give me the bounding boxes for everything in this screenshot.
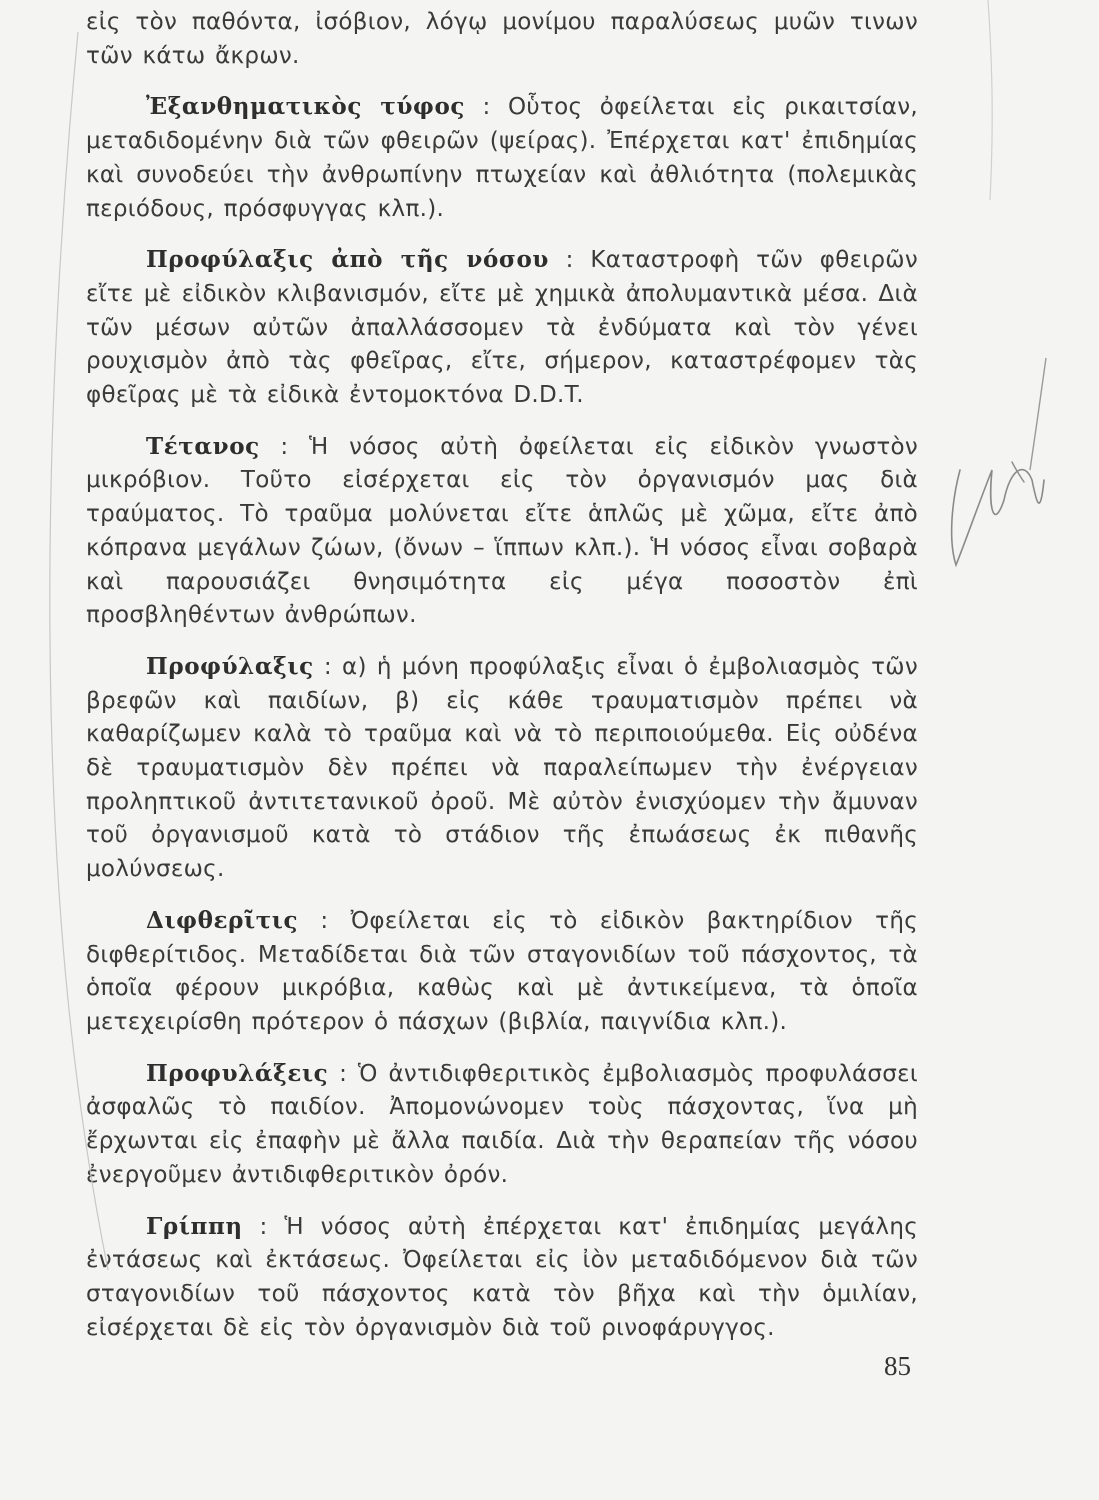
heading-separator: : — [548, 247, 591, 274]
paragraph-tetanus — [86, 430, 918, 633]
paragraph-text: Ἡ νόσος αὐτὴ ἐπέρχεται κατ' ἐπιδημίας μεγάλης ἐντάσεως καὶ ἐκτάσεως. Ὀφείλεται εἰς ἰὸν μεταδιδόμενον διὰ τῶν σταγονιδίων τοῦ πάσχοντος κατὰ τὸν βῆχα καὶ τὴν ὁμιλίαν, εἰσέρχεται δὲ εἰς τὸν ὀργανισμὸν διὰ τοῦ ρινοφάρυγγος. — [86, 1213, 918, 1341]
paragraph-text: Καταστροφὴ τῶν φθειρῶν εἴτε μὲ εἰδικὸν κλιβανισμόν, εἴτε μὲ χημικὰ ἀπολυμαντικὰ μέσα. Διὰ τῶν μέσων αὐτῶν ἀπαλλάσσομεν τὰ ἐνδύματα καὶ τὸν γένει ρουχισμὸν ἀπὸ τὰς φθεῖρας, εἴτε, σήμερον, καταστρέφομεν τὰς φθεῖρας μὲ τὰ εἰδικὰ ἐντομοκτόνα D.D.T. — [86, 247, 918, 409]
paragraph-diphtheria-prevention — [86, 1057, 918, 1193]
section-heading: Τέτανος — [146, 432, 260, 460]
heading-separator: : — [242, 1213, 285, 1240]
handwritten-scribble — [952, 470, 1044, 565]
paragraph-text: α) ἡ μόνη προφύλαξις εἶναι ὁ ἐμβολιασμὸς τῶν βρεφῶν καὶ παιδίων, β) εἰς κάθε τραυματισμὸν πρέπει νὰ καθαρίζωμεν καλὰ τὸ τραῦμα καὶ νὰ τὸ περιποιούμεθα. Εἰς οὐδένα δὲ τραυματισμὸν δὲν πρέπει νὰ παραλείπωμεν τὴν ἐνέργειαν προληπτικοῦ ἀντιτετανικοῦ ὀροῦ. Μὲ αὐτὸν ἐνισχύομεν τὴν ἄμυναν τοῦ ὀργανισμοῦ κατὰ τὸ στάδιον τῆς ἐπωάσεως ἐκ πιθανῆς μολύνσεως. — [86, 653, 918, 883]
section-heading: Προφύλαξις ἀπὸ τῆς νόσου — [146, 246, 549, 274]
heading-separator: : — [328, 1060, 358, 1087]
paragraph-influenza — [86, 1210, 918, 1346]
section-heading: Γρίππη — [146, 1212, 243, 1240]
section-heading: Διφθερῖτις — [146, 906, 299, 934]
paragraph-typhus — [86, 90, 918, 226]
heading-separator: : — [313, 653, 343, 680]
margin-pencil-line — [1030, 358, 1046, 470]
page-number: 85 — [884, 1351, 911, 1381]
paragraph-tetanus-prevention — [86, 650, 918, 887]
paragraph-continuation — [86, 6, 918, 73]
heading-separator: : — [298, 907, 351, 934]
paragraph-text: Οὗτος ὀφείλεται εἰς ρικαιτσίαν, μεταδιδομένην διὰ τῶν φθειρῶν (ψείρας). Ἐπέρχεται κατ' ἐπιδημίας καὶ συνοδεύει τὴν ἀνθρωπίνην πτωχείαν καὶ ἀθλιότητα (πολεμικὰς περιόδους, πρόσφυγγας κλπ.). — [86, 94, 918, 222]
margin-pencil-line — [988, 0, 992, 200]
paragraph-text: εἰς τὸν παθόντα, ἰσόβιον, λόγῳ μονίμου παραλύσεως μυῶν τινων τῶν κάτω ἄκρων. — [86, 9, 918, 69]
paragraph-typhus-prevention — [86, 243, 918, 413]
section-heading: Προφυλάξεις — [146, 1059, 329, 1087]
paragraph-text: Ὀφείλεται εἰς τὸ εἰδικὸν βακτηρίδιον τῆς διφθερίτιδος. Μεταδίδεται διὰ τῶν σταγονιδίων τοῦ πάσχοντος, τὰ ὁποῖα φέρουν μικρόβια, καθὼς καὶ μὲ ἀντικείμενα, τὰ ὁποῖα μετεχειρίσθη πρότερον ὁ πάσχων (βιβλία, παιγνίδια κλπ.). — [86, 907, 918, 1035]
handwritten-scribble — [1012, 462, 1024, 482]
heading-separator: : — [465, 94, 508, 121]
section-heading: Προφύλαξις — [146, 652, 314, 680]
paragraph-text: Ἡ νόσος αὐτὴ ὀφείλεται εἰς εἰδικὸν γνωστὸν μικρόβιον. Τοῦτο εἰσέρχεται εἰς τὸν ὀργανισμόν μας διὰ τραύματος. Τὸ τραῦμα μολύνεται εἴτε ἁπλῶς μὲ χῶμα, εἴτε ἀπὸ κόπρανα μεγάλων ζώων, (ὄνων – ἵππων κλπ.). Ἡ νόσος εἶναι σοβαρὰ καὶ παρουσιάζει θνησιμότητα εἰς μέγα ποσοστὸν ἐπὶ προσβληθέντων ἀνθρώπων. — [86, 433, 918, 629]
body-text — [86, 6, 918, 1345]
paragraph-diphtheria — [86, 904, 918, 1040]
heading-separator: : — [259, 433, 309, 460]
section-heading: Ἐξανθηματικὸς τύφος — [146, 93, 466, 121]
paragraph-text: Ὁ ἀντιδιφθεριτικὸς ἐμβολιασμὸς προφυλάσσει ἀσφαλῶς τὸ παιδίον. Ἀπομονώνομεν τοὺς πάσχοντας, ἵνα μὴ ἔρχωνται εἰς ἐπαφὴν μὲ ἄλλα παιδία. Διὰ τὴν θεραπείαν τῆς νόσου ἐνεργοῦμεν ἀντιδιφθεριτικὸν ὀρόν. — [86, 1060, 918, 1188]
